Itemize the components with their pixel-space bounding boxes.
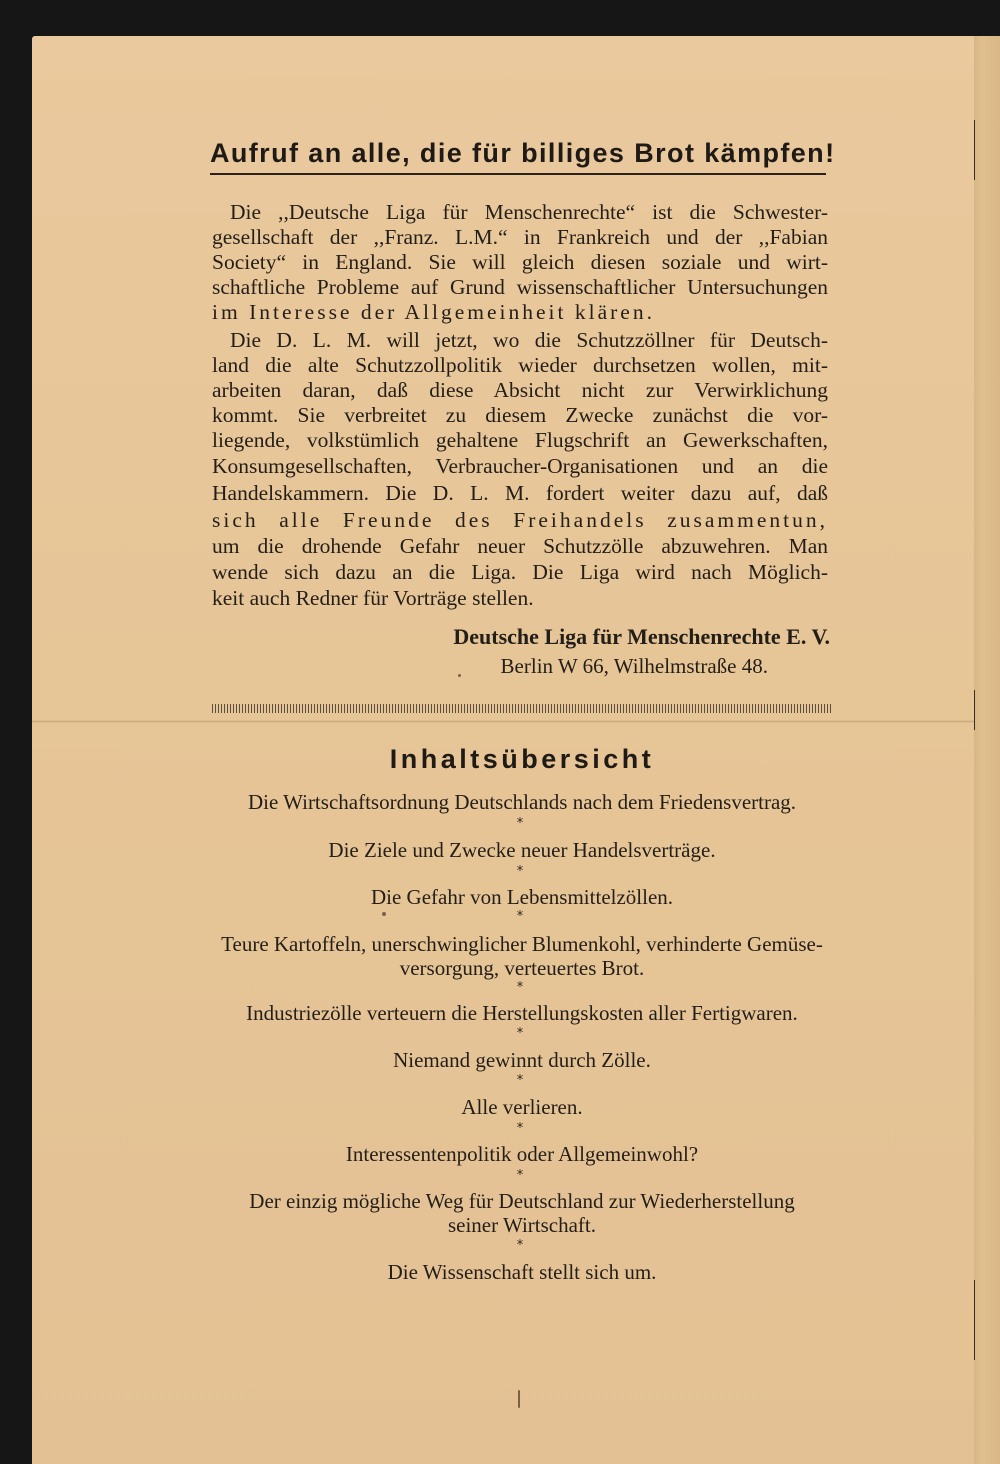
appeal-line: Konsumgesellschaften, Verbraucher-Organisationen und an die [212, 454, 828, 478]
appeal-line: land die alte Schutzzollpolitik wieder durchsetzen wollen, mit- [212, 353, 828, 377]
signature-address: Berlin W 66, Wilhelmstraße 48. [500, 654, 768, 678]
contents-entry: Teure Kartoffeln, unerschwinglicher Blumenkohl, verhinderte Gemüse- [221, 932, 823, 956]
asterisk-separator: * [516, 1026, 524, 1041]
paper-speck [518, 1390, 520, 1408]
appeal-line: arbeiten daran, daß diese Absicht nicht zur Verwirklichung [212, 378, 828, 402]
contents-entry: Die Wirtschaftsordnung Deutschlands nach dem Friedensvertrag. [247, 790, 797, 814]
asterisk-separator: * [516, 864, 524, 879]
appeal-line: liegende, volkstümlich gehaltene Flugschrift an Gewerkschaften, [212, 428, 828, 452]
decorative-rule [212, 704, 832, 713]
asterisk-separator: * [516, 1238, 524, 1253]
contents-entry: Niemand gewinnt durch Zölle. [393, 1048, 651, 1072]
contents-entry: Die Ziele und Zwecke neuer Handelsverträge. [328, 838, 716, 862]
appeal-line: sich alle Freunde des Freihandels zusammentun, [212, 508, 828, 532]
contents-entry: Die Gefahr von Lebensmittelzöllen. [370, 885, 674, 909]
asterisk-separator: * [516, 1073, 524, 1088]
contents-entry: Die Wissenschaft stellt sich um. [387, 1260, 657, 1284]
paper-speck [458, 674, 461, 677]
appeal-line: Die D. L. M. will jetzt, wo die Schutzzöllner für Deutsch- [230, 328, 828, 352]
asterisk-separator: * [516, 1121, 524, 1136]
paper-speck [382, 912, 386, 916]
asterisk-separator: * [516, 909, 524, 924]
page-fold [32, 720, 974, 723]
appeal-line: schaftliche Probleme auf Grund wissenschaftlicher Untersuchungen [212, 275, 828, 299]
contents-title: Inhaltsübersicht [389, 744, 655, 774]
appeal-line: Handelskammern. Die D. L. M. fordert weiter dazu auf, daß [212, 481, 828, 505]
appeal-line: kommt. Sie verbreitet zu diesem Zwecke zunächst die vor- [212, 403, 828, 427]
signature-name: Deutsche Liga für Menschenrechte E. V. [453, 624, 830, 649]
appeal-line: gesellschaft der ,,Franz. L.M.“ in Frankreich und der ,,Fabian [212, 225, 828, 249]
contents-entry: Der einzig mögliche Weg für Deutschland zur Wiederherstellung [249, 1189, 795, 1213]
contents-entry: Industriezölle verteuern die Herstellungskosten aller Fertigwaren. [246, 1001, 798, 1025]
asterisk-separator: * [516, 980, 524, 995]
appeal-heading: Aufruf an alle, die für billiges Brot kämpfen! [210, 138, 826, 175]
contents-entry: seiner Wirtschaft. [447, 1213, 597, 1237]
contents-entry: Alle verlieren. [461, 1095, 583, 1119]
contents-entry: Interessentenpolitik oder Allgemeinwohl? [345, 1142, 699, 1166]
asterisk-separator: * [516, 816, 524, 831]
appeal-line: um die drohende Gefahr neuer Schutzzölle abzuwehren. Man [212, 534, 828, 558]
contents-entry: versorgung, verteuertes Brot. [399, 956, 645, 980]
asterisk-separator: * [516, 1168, 524, 1183]
appeal-line: im Interesse der Allgemeinheit klären. [212, 300, 655, 324]
appeal-line: Die ,,Deutsche Liga für Menschenrechte“ ist die Schwester- [230, 200, 828, 224]
appeal-line: keit auch Redner für Vorträge stellen. [212, 586, 534, 610]
appeal-line: wende sich dazu an die Liga. Die Liga wird nach Möglich- [212, 560, 828, 584]
appeal-line: Society“ in England. Sie will gleich diesen soziale und wirt- [212, 250, 828, 274]
